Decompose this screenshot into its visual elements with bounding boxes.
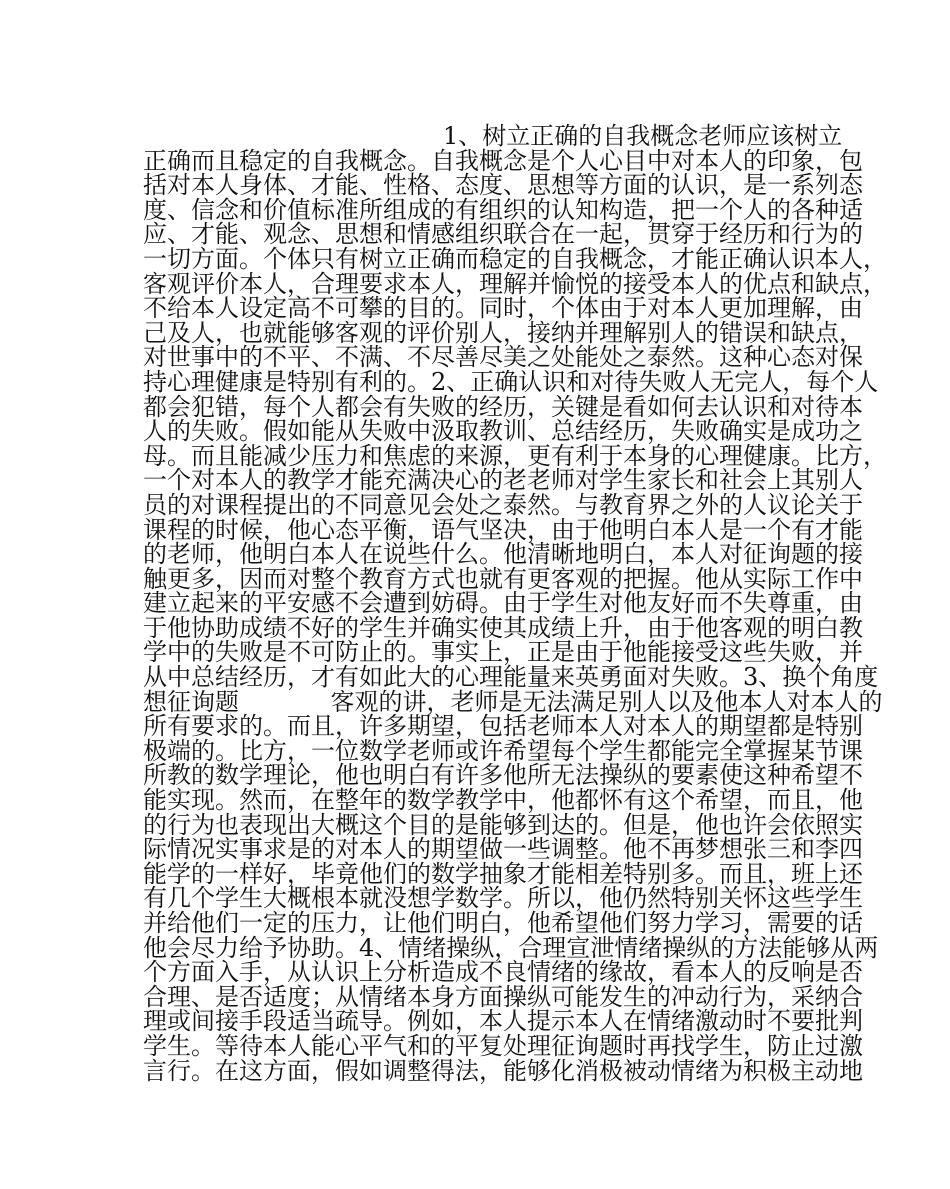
text-line: 建立起来的平安感不会遭到妨碍。由于学生对他友好而不失尊重，由: [143, 589, 863, 618]
text-line: 能实现。然而，在整年的数学教学中，他都怀有这个希望，而且，他: [143, 786, 863, 815]
text-line: 并给他们一定的压力，让他们明白，他希望他们努力学习，需要的话: [143, 909, 863, 937]
text-line: 有几个学生大概根本就没想学数学。所以，他仍然特别关怀这些学生: [143, 884, 863, 913]
text-line: 人的失败。假如能从失败中汲取教训、总结经历，失败确实是成功之: [143, 417, 863, 446]
text-line: 学中的失败是不可防止的。事实上，正是由于他能接受这些失败，并: [143, 638, 863, 667]
text-line: 个方面入手，从认识上分析造成不良情绪的缘故，看本人的反响是否: [143, 958, 863, 987]
text-line: 从中总结经历，才有如此大的心理能量来英勇面对失败。3、换个角度: [143, 663, 879, 692]
text-line: 理或间接手段适当疏导。例如，本人提示本人在情绪激动时不要批判: [143, 1007, 863, 1036]
text-line: 课程的时候，他心态平衡，语气坚决，由于他明白本人是一个有才能: [143, 515, 863, 544]
text-line: 极端的。比方，一位数学老师或许希望每个学生都能完全掌握某节课: [143, 736, 863, 765]
text-line: 学生。等待本人能心平气和的平复处理征询题时再找学生，防止过激: [143, 1031, 863, 1060]
text-line: 持心理健康是特别有利的。2、正确认识和对待失败人无完人，每个人: [143, 367, 879, 396]
text-line: 对世事中的不平、不满、不尽善尽美之处能处之泰然。这种心态对保: [143, 343, 863, 372]
text-line: 员的对课程提出的不同意见会处之泰然。与教育界之外的人议论关于: [143, 490, 863, 519]
text-line: 合理、是否适度；从情绪本身方面操纵可能发生的冲动行为，采纳合: [143, 982, 863, 1011]
text-line: 正确而且稳定的自我概念。自我概念是个人心目中对本人的印象，包: [143, 146, 863, 175]
text-line: 己及人，也就能够客观的评价别人，接纳并理解别人的错误和缺点，: [143, 318, 863, 347]
body-text: [143, 122, 887, 1085]
text-line: 言行。在这方面，假如调整得法，能够化消极被动情绪为积极主动地: [143, 1056, 863, 1085]
text-line: 触更多，因而对整个教育方式也就有更客观的把握。他从实际工作中: [143, 564, 863, 593]
text-line: 应、才能、观念、思想和情感组织联合在一起，贯穿于经历和行为的: [143, 220, 863, 249]
text-line: 一切方面。个体只有树立正确而稳定的自我概念，才能正确认识本人，: [143, 244, 887, 273]
text-line: 能学的一样好，毕竟他们的数学抽象才能相差特别多。而且，班上还: [143, 859, 863, 888]
text-line: 都会犯错，每个人都会有失败的经历，关键是看如何去认识和对待本: [143, 392, 863, 421]
text-line: 一个对本人的教学才能充满决心的老老师对学生家长和社会上其别人: [143, 466, 863, 495]
text-line: 客观评价本人，合理要求本人，理解并愉悦的接受本人的优点和缺点，: [143, 269, 887, 298]
text-line: 所有要求的。而且，许多期望，包括老师本人对本人的期望都是特别: [143, 712, 863, 741]
text-line: 的老师，他明白本人在说些什么。他清晰地明白，本人对征询题的接: [143, 540, 863, 569]
text-line: 他会尽力给予协助。4、情绪操纵，合理宣泄情绪操纵的方法能够从两: [143, 933, 879, 962]
text-line: 际情况实事求是的对本人的期望做一些调整。他不再梦想张三和李四: [143, 835, 863, 864]
text-line: 度、信念和价值标准所组成的有组织的认知构造，把一个人的各种适: [143, 195, 863, 224]
text-line: 想征询题 客观的讲，老师是无法满足别人以及他本人对本人的: [143, 687, 883, 716]
text-line: 母。而且能减少压力和焦虑的来源，更有利于本身的心理健康。比方，: [143, 441, 887, 470]
text-line: 1、树立正确的自我概念老师应该树立: [443, 122, 843, 150]
text-line: 括对本人身体、才能、性格、态度、思想等方面的认识，是一系列态: [143, 171, 863, 200]
text-line: 所教的数学理论，他也明白有许多他所无法操纵的要素使这种希望不: [143, 761, 863, 790]
text-line: 于他协助成绩不好的学生并确实使其成绩上升，由于他客观的明白教: [143, 613, 863, 642]
text-line: 的行为也表现出大概这个目的是能够到达的。但是，他也许会依照实: [143, 810, 863, 839]
text-line: 不给本人设定高不可攀的目的。同时，个体由于对本人更加理解，由: [143, 294, 863, 323]
